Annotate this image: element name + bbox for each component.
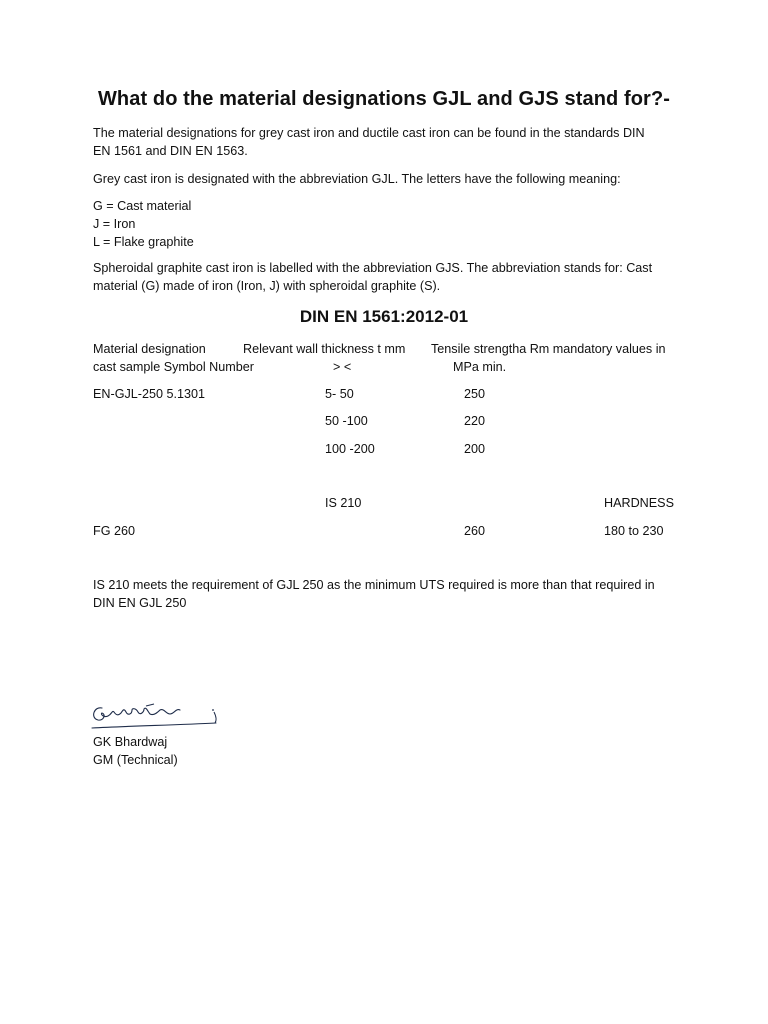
signatory-block: [93, 733, 683, 769]
intro-line-2: EN 1561 and DIN EN 1563.: [93, 144, 248, 158]
row-tensile: 250: [464, 387, 486, 401]
conclusion-line-2: DIN EN GJL 250: [93, 596, 187, 610]
row-thickness: 100 -200: [325, 442, 375, 456]
header-cast-sample: cast sample Symbol Number: [93, 360, 254, 374]
spheroidal-paragraph: [93, 259, 683, 295]
header-wall-thickness: Relevant wall thickness t mm: [243, 342, 406, 356]
spheroidal-line-1: Spheroidal graphite cast iron is labelled with the abbreviation GJS. The abbreviation stands for: Cast: [93, 261, 653, 275]
intro-line-1: The material designations for grey cast iron and ductile cast iron can be found in the standards DIN: [93, 126, 645, 140]
is-tensile: 260: [464, 524, 486, 538]
letter-meaning-g: G = Cast material: [93, 199, 192, 213]
row-thickness: 5- 50: [325, 387, 354, 401]
conclusion-paragraph: [93, 576, 683, 612]
header-material-designation: Material designation: [93, 342, 206, 356]
is-grade: FG 260: [93, 524, 135, 538]
row-designation: EN-GJL-250 5.1301: [93, 387, 206, 401]
header-tensile-strength: Tensile strengtha Rm mandatory values in: [431, 342, 666, 356]
header-mpa-min: MPa min.: [453, 360, 507, 374]
is-hardness: 180 to 230: [604, 524, 664, 538]
row-tensile: 200: [464, 442, 486, 456]
signatory-role: GM (Technical): [93, 753, 178, 767]
signatory-name: GK Bhardwaj: [93, 735, 168, 749]
row-thickness: 50 -100: [325, 414, 368, 428]
page-title: What do the material designations GJL and GJS stand for?-: [97, 88, 671, 110]
header-range-symbols: > <: [333, 360, 352, 374]
is-standard-label: IS 210: [325, 496, 362, 510]
grey-iron-paragraph: Grey cast iron is designated with the abbreviation GJL. The letters have the following meaning:: [93, 172, 621, 186]
hardness-label: HARDNESS: [604, 496, 674, 510]
row-tensile: 220: [464, 414, 486, 428]
letter-meaning-l: L = Flake graphite: [93, 235, 194, 249]
intro-paragraph: [93, 124, 683, 160]
signature-image: [88, 698, 228, 738]
spheroidal-line-2: material (G) made of iron (Iron, J) with spheroidal graphite (S).: [93, 279, 441, 293]
letter-meaning-list: [93, 197, 683, 251]
conclusion-line-1: IS 210 meets the requirement of GJL 250 as the minimum UTS required is more than that required in: [93, 578, 655, 592]
standard-title: DIN EN 1561:2012-01: [299, 307, 469, 326]
letter-meaning-j: J = Iron: [93, 217, 136, 231]
